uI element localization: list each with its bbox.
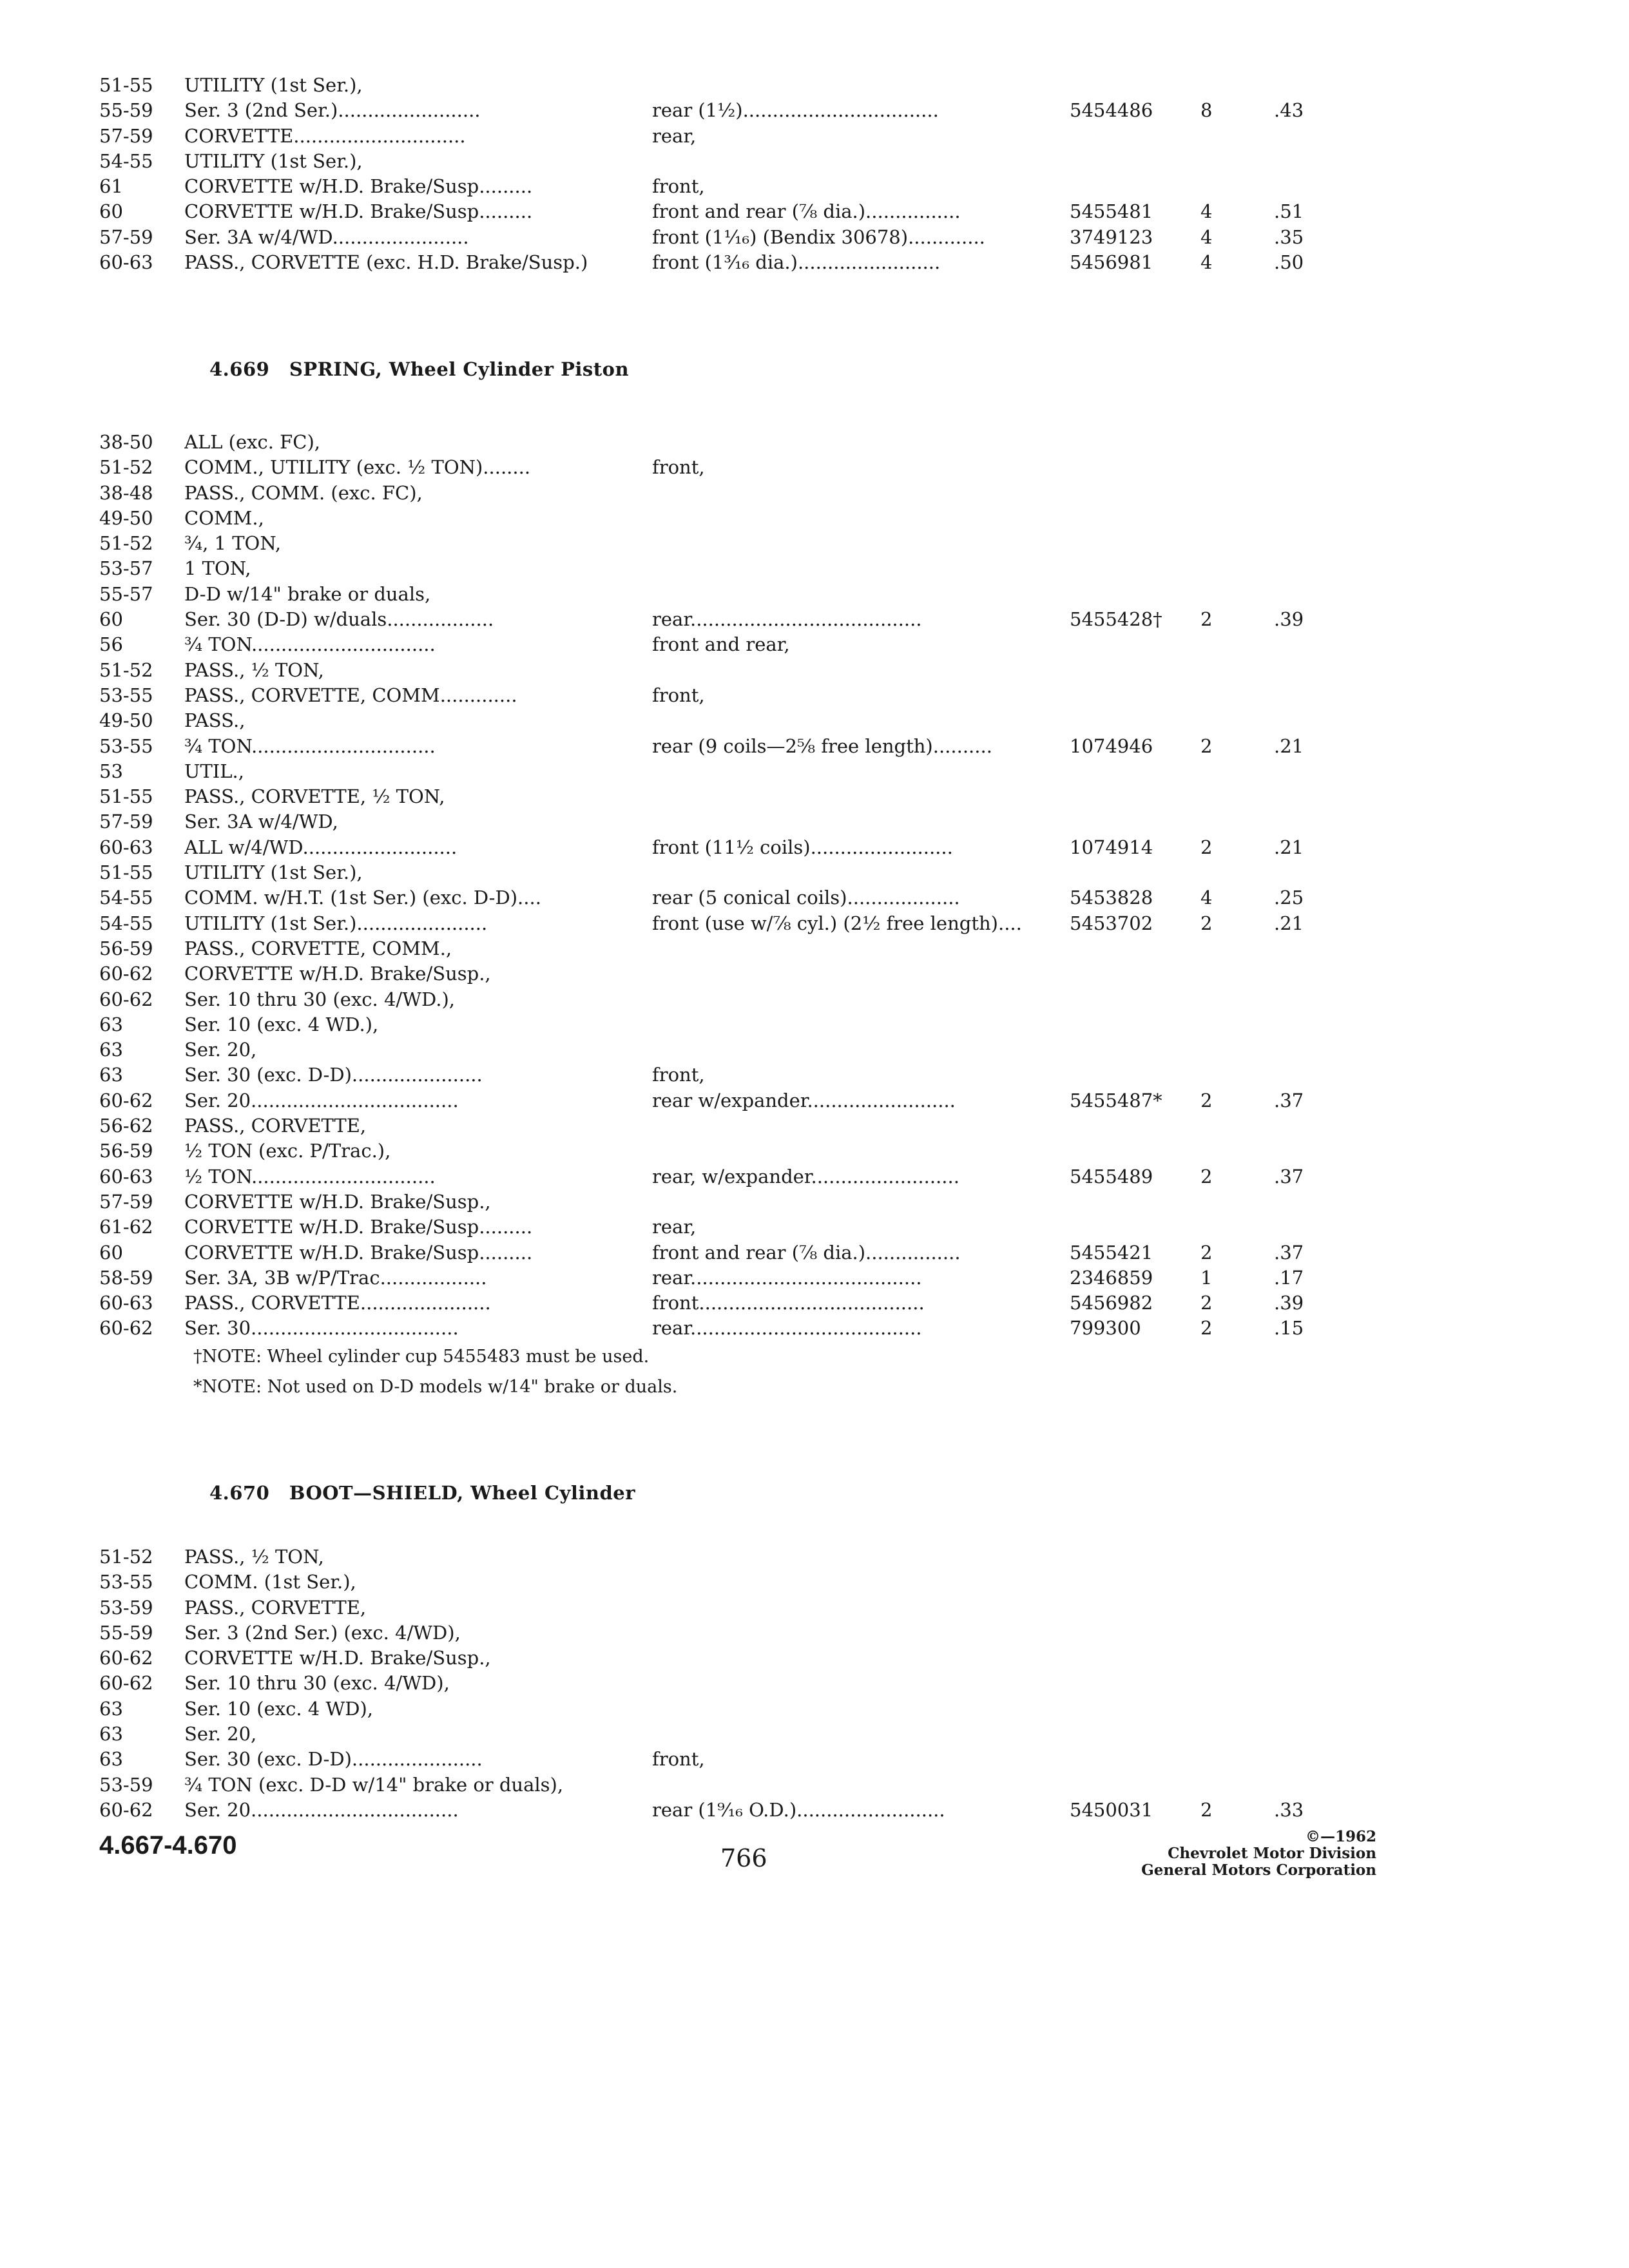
table-row: [99, 961, 1324, 986]
table-row: [99, 1595, 1324, 1620]
table-row: [99, 1265, 1324, 1291]
price: .21: [1274, 912, 1304, 934]
year-range: 60: [99, 608, 123, 631]
description: rear,: [652, 1216, 697, 1238]
year-range: 55-59: [99, 1621, 153, 1644]
year-range: 53-55: [99, 1571, 153, 1593]
price: .51: [1274, 200, 1304, 223]
model-text: Ser. 3 (2nd Ser.)........................: [184, 99, 481, 122]
year-range: 38-50: [99, 431, 153, 453]
year-range: 49-50: [99, 506, 153, 529]
table-row: [99, 658, 1324, 683]
section-heading-4-669: [209, 358, 629, 380]
description: front (1¹⁄₁₆) (Bendix 30678).............: [652, 226, 985, 248]
table-row: [99, 124, 1324, 149]
year-range: 63: [99, 1697, 123, 1720]
year-range: 60-63: [99, 1292, 153, 1314]
model-text: UTILITY (1st Ser.)......................: [184, 912, 488, 934]
table-row: [99, 149, 1324, 174]
model-text: Ser. 3A w/4/WD,: [184, 811, 338, 833]
year-range: 63: [99, 1013, 123, 1035]
model-text: CORVETTE w/H.D. Brake/Susp.........: [184, 1241, 533, 1264]
table-row: [99, 1722, 1324, 1747]
part-number: 3749123: [1070, 226, 1153, 248]
model-text: ½ TON (exc. P/Trac.),: [184, 1140, 391, 1162]
year-range: 60-62: [99, 1317, 153, 1340]
year-range: 51-52: [99, 658, 153, 681]
description: rear (5 conical coils)...................: [652, 887, 960, 909]
model-text: ¾ TON (exc. D-D w/14" brake or duals),: [184, 1773, 564, 1796]
table-row: [99, 607, 1324, 632]
model-text: COMM. (1st Ser.),: [184, 1571, 356, 1593]
model-text: UTIL.,: [184, 760, 244, 782]
table-row: [99, 1012, 1324, 1037]
part-number: 5456982: [1070, 1292, 1153, 1314]
price: .33: [1274, 1798, 1304, 1821]
section-number: 4.670: [209, 1482, 270, 1504]
quantity: 2: [1200, 836, 1213, 858]
table-row: [99, 708, 1324, 733]
year-range: 54-55: [99, 149, 153, 172]
quantity: 2: [1200, 1292, 1213, 1314]
quantity: 2: [1200, 1241, 1213, 1264]
table-row: [99, 1139, 1324, 1164]
quantity: 8: [1200, 99, 1213, 122]
description: front,: [652, 1748, 705, 1771]
price: .25: [1274, 887, 1304, 909]
year-range: 60: [99, 1241, 123, 1264]
part-number: 5456981: [1070, 251, 1153, 274]
section-title: SPRING, Wheel Cylinder Piston: [289, 358, 630, 380]
section-number: 4.669: [209, 358, 270, 380]
quantity: 2: [1200, 912, 1213, 934]
model-text: COMM. w/H.T. (1st Ser.) (exc. D-D)....: [184, 887, 541, 909]
quantity: 2: [1200, 608, 1213, 631]
year-range: 63: [99, 1064, 123, 1086]
part-number: 5453702: [1070, 912, 1153, 934]
price: .50: [1274, 251, 1304, 274]
year-range: 60-63: [99, 1165, 153, 1187]
year-range: 60-63: [99, 836, 153, 858]
year-range: 53-57: [99, 557, 153, 580]
table-row: [99, 860, 1324, 885]
description: rear.......................................: [652, 608, 922, 631]
year-range: 56-59: [99, 1140, 153, 1162]
description: front (11½ coils)........................: [652, 836, 953, 858]
description: rear.......................................: [652, 1266, 922, 1289]
year-range: 60: [99, 200, 123, 223]
year-range: 63: [99, 1748, 123, 1771]
year-range: 60-62: [99, 1798, 153, 1821]
parts-table-4-670: [99, 1544, 1324, 1823]
parts-table-continued: [99, 73, 1324, 275]
table-row: [99, 734, 1324, 759]
model-text: Ser. 30 (exc. D-D)......................: [184, 1064, 483, 1086]
model-text: UTILITY (1st Ser.),: [184, 149, 363, 172]
price: .17: [1274, 1266, 1304, 1289]
year-range: 60-62: [99, 1647, 153, 1669]
description: front (1³⁄₁₆ dia.)........................: [652, 251, 941, 274]
model-text: CORVETTE w/H.D. Brake/Susp.,: [184, 963, 491, 985]
price: .43: [1274, 99, 1304, 122]
model-text: COMM., UTILITY (exc. ½ TON)........: [184, 456, 531, 479]
part-number: 5455428†: [1070, 608, 1162, 631]
year-range: 51-55: [99, 861, 153, 884]
year-range: 53-55: [99, 684, 153, 706]
year-range: 53: [99, 760, 123, 782]
description: rear, w/expander.........................: [652, 1165, 959, 1187]
model-text: D-D w/14" brake or duals,: [184, 582, 431, 605]
model-text: Ser. 10 (exc. 4 WD),: [184, 1697, 374, 1720]
table-row: [99, 1164, 1324, 1189]
year-range: 55-57: [99, 582, 153, 605]
model-text: CORVETTE w/H.D. Brake/Susp.........: [184, 1216, 533, 1238]
year-range: 56: [99, 633, 123, 656]
table-row: [99, 556, 1324, 581]
price: .15: [1274, 1317, 1304, 1340]
year-range: 60-62: [99, 963, 153, 985]
copyright-block: [1141, 1829, 1376, 1879]
year-range: 53-59: [99, 1773, 153, 1796]
table-row: [99, 1696, 1324, 1722]
price: .37: [1274, 1241, 1304, 1264]
model-text: ALL w/4/WD..........................: [184, 836, 458, 858]
model-text: CORVETTE w/H.D. Brake/Susp.........: [184, 200, 533, 223]
year-range: 63: [99, 1039, 123, 1061]
price: .37: [1274, 1089, 1304, 1111]
quantity: 2: [1200, 1317, 1213, 1340]
year-range: 61-62: [99, 1216, 153, 1238]
price: .37: [1274, 1165, 1304, 1187]
page-number: 766: [720, 1844, 767, 1872]
price: .35: [1274, 226, 1304, 248]
model-text: CORVETTE w/H.D. Brake/Susp.,: [184, 1647, 491, 1669]
table-row: [99, 1240, 1324, 1265]
year-range: 51-52: [99, 532, 153, 555]
model-text: Ser. 30...................................: [184, 1317, 459, 1340]
year-range: 63: [99, 1723, 123, 1745]
table-row: [99, 1316, 1324, 1341]
model-text: ¾, 1 TON,: [184, 532, 282, 555]
table-row: [99, 784, 1324, 809]
year-range: 51-55: [99, 74, 153, 96]
model-text: ¾ TON...............................: [184, 735, 436, 757]
table-row: [99, 835, 1324, 860]
table-row: [99, 632, 1324, 657]
year-range: 38-48: [99, 481, 153, 504]
model-text: ½ TON...............................: [184, 1165, 436, 1187]
part-number: 5454486: [1070, 99, 1153, 122]
description: front and rear (⅞ dia.)................: [652, 200, 961, 223]
part-number: 5455487*: [1070, 1089, 1162, 1111]
part-number: 2346859: [1070, 1266, 1153, 1289]
price: .39: [1274, 608, 1304, 631]
model-text: Ser. 3A w/4/WD.......................: [184, 226, 469, 248]
table-row: [99, 1646, 1324, 1671]
part-number: 5455489: [1070, 1165, 1153, 1187]
table-row: [99, 1113, 1324, 1139]
model-text: COMM.,: [184, 506, 264, 529]
table-row: [99, 531, 1324, 556]
model-text: PASS., ½ TON,: [184, 658, 324, 681]
year-range: 54-55: [99, 887, 153, 909]
table-row: [99, 1798, 1324, 1823]
model-text: Ser. 20...................................: [184, 1798, 459, 1821]
model-text: Ser. 30 (D-D) w/duals..................: [184, 608, 494, 631]
description: front,: [652, 1064, 705, 1086]
table-row: [99, 174, 1324, 199]
copyright: ©—1962: [1305, 1828, 1376, 1845]
quantity: 4: [1200, 887, 1213, 909]
quantity: 2: [1200, 735, 1213, 757]
table-row: [99, 1570, 1324, 1595]
model-text: Ser. 10 thru 30 (exc. 4/WD),: [184, 1672, 450, 1695]
year-range: 51-52: [99, 1546, 153, 1568]
model-text: CORVETTE w/H.D. Brake/Susp.,: [184, 1190, 491, 1213]
table-row: [99, 225, 1324, 250]
price: .39: [1274, 1292, 1304, 1314]
quantity: 1: [1200, 1266, 1213, 1289]
year-range: 58-59: [99, 1266, 153, 1289]
table-row: [99, 199, 1324, 224]
description: front,: [652, 456, 705, 479]
note-dagger: †NOTE: Wheel cylinder cup 5455483 must be used.: [193, 1347, 650, 1367]
year-range: 57-59: [99, 124, 153, 147]
section-heading-4-670: [209, 1482, 635, 1504]
model-text: PASS., CORVETTE,: [184, 1115, 367, 1137]
part-number: 1074914: [1070, 836, 1153, 858]
table-row: [99, 809, 1324, 834]
part-number: 5455481: [1070, 200, 1153, 223]
quantity: 4: [1200, 251, 1213, 274]
description: rear.......................................: [652, 1317, 922, 1340]
model-text: Ser. 10 (exc. 4 WD.),: [184, 1013, 379, 1035]
parts-table-4-669: [99, 430, 1324, 1341]
table-row: [99, 1544, 1324, 1570]
year-range: 56-62: [99, 1115, 153, 1137]
year-range: 51-55: [99, 785, 153, 808]
part-number: 799300: [1070, 1317, 1141, 1340]
table-row: [99, 73, 1324, 98]
model-text: Ser. 20,: [184, 1723, 257, 1745]
part-number: 5450031: [1070, 1798, 1153, 1821]
year-range: 57-59: [99, 1190, 153, 1213]
year-range: 56-59: [99, 937, 153, 959]
description: rear w/expander.........................: [652, 1089, 956, 1111]
table-row: [99, 759, 1324, 784]
year-range: 60-62: [99, 988, 153, 1010]
table-row: [99, 1671, 1324, 1696]
table-row: [99, 1189, 1324, 1215]
description: front and rear,: [652, 633, 790, 656]
table-row: [99, 1215, 1324, 1240]
model-text: Ser. 3A, 3B w/P/Trac..................: [184, 1266, 487, 1289]
year-range: 54-55: [99, 912, 153, 934]
year-range: 57-59: [99, 811, 153, 833]
table-row: [99, 1620, 1324, 1646]
model-text: PASS., CORVETTE, COMM.,: [184, 937, 452, 959]
description: front (use w/⅞ cyl.) (2½ free length)....: [652, 912, 1022, 934]
table-row: [99, 430, 1324, 455]
year-range: 57-59: [99, 226, 153, 248]
price: .21: [1274, 836, 1304, 858]
page-range: 4.667-4.670: [99, 1831, 237, 1860]
description: front and rear (⅞ dia.)................: [652, 1241, 961, 1264]
description: rear (9 coils—2⅝ free length)..........: [652, 735, 992, 757]
model-text: CORVETTE.............................: [184, 124, 466, 147]
model-text: Ser. 30 (exc. D-D)......................: [184, 1748, 483, 1771]
model-text: 1 TON,: [184, 557, 251, 580]
model-text: Ser. 20,: [184, 1039, 257, 1061]
part-number: 5453828: [1070, 887, 1153, 909]
year-range: 60-62: [99, 1672, 153, 1695]
year-range: 60-62: [99, 1089, 153, 1111]
model-text: UTILITY (1st Ser.),: [184, 861, 363, 884]
description: rear (1⁹⁄₁₆ O.D.).........................: [652, 1798, 945, 1821]
table-row: [99, 1088, 1324, 1113]
table-row: [99, 1773, 1324, 1798]
description: front,: [652, 684, 705, 706]
description: rear,: [652, 124, 697, 147]
section-title: BOOT—SHIELD, Wheel Cylinder: [289, 1482, 636, 1504]
model-text: PASS., CORVETTE, COMM.............: [184, 684, 517, 706]
model-text: PASS., CORVETTE......................: [184, 1292, 491, 1314]
table-row: [99, 582, 1324, 607]
table-row: [99, 1062, 1324, 1088]
year-range: 51-52: [99, 456, 153, 479]
table-row: [99, 250, 1324, 275]
description: front......................................: [652, 1292, 925, 1314]
year-range: 49-50: [99, 709, 153, 732]
year-range: 60-63: [99, 251, 153, 274]
quantity: 2: [1200, 1798, 1213, 1821]
model-text: PASS.,: [184, 709, 246, 732]
model-text: PASS., ½ TON,: [184, 1546, 324, 1568]
model-text: Ser. 20...................................: [184, 1089, 459, 1111]
quantity: 4: [1200, 200, 1213, 223]
corporation: General Motors Corporation: [1141, 1861, 1376, 1879]
year-range: 61: [99, 175, 123, 198]
division: Chevrolet Motor Division: [1168, 1845, 1376, 1862]
quantity: 2: [1200, 1165, 1213, 1187]
model-text: Ser. 10 thru 30 (exc. 4/WD.),: [184, 988, 455, 1010]
table-row: [99, 481, 1324, 506]
part-number: 5455421: [1070, 1241, 1153, 1264]
model-text: ¾ TON...............................: [184, 633, 436, 656]
table-row: [99, 1291, 1324, 1316]
year-range: 53-59: [99, 1596, 153, 1619]
model-text: PASS., CORVETTE,: [184, 1596, 367, 1619]
model-text: ALL (exc. FC),: [184, 431, 321, 453]
note-asterisk: *NOTE: Not used on D-D models w/14" brake or duals.: [193, 1377, 678, 1397]
year-range: 55-59: [99, 99, 153, 122]
model-text: PASS., CORVETTE (exc. H.D. Brake/Susp.): [184, 251, 588, 274]
model-text: PASS., COMM. (exc. FC),: [184, 481, 423, 504]
table-row: [99, 936, 1324, 961]
part-number: 1074946: [1070, 735, 1153, 757]
table-row: [99, 455, 1324, 480]
table-row: [99, 683, 1324, 708]
year-range: 53-55: [99, 735, 153, 757]
description: front,: [652, 175, 705, 198]
model-text: UTILITY (1st Ser.),: [184, 74, 363, 96]
model-text: CORVETTE w/H.D. Brake/Susp.........: [184, 175, 533, 198]
table-row: [99, 1747, 1324, 1772]
table-row: [99, 98, 1324, 123]
quantity: 4: [1200, 226, 1213, 248]
table-row: [99, 1037, 1324, 1062]
table-row: [99, 911, 1324, 936]
table-row: [99, 987, 1324, 1012]
table-row: [99, 506, 1324, 531]
model-text: PASS., CORVETTE, ½ TON,: [184, 785, 445, 808]
description: rear (1½).................................: [652, 99, 939, 122]
table-row: [99, 885, 1324, 910]
price: .21: [1274, 735, 1304, 757]
model-text: Ser. 3 (2nd Ser.) (exc. 4/WD),: [184, 1621, 461, 1644]
quantity: 2: [1200, 1089, 1213, 1111]
